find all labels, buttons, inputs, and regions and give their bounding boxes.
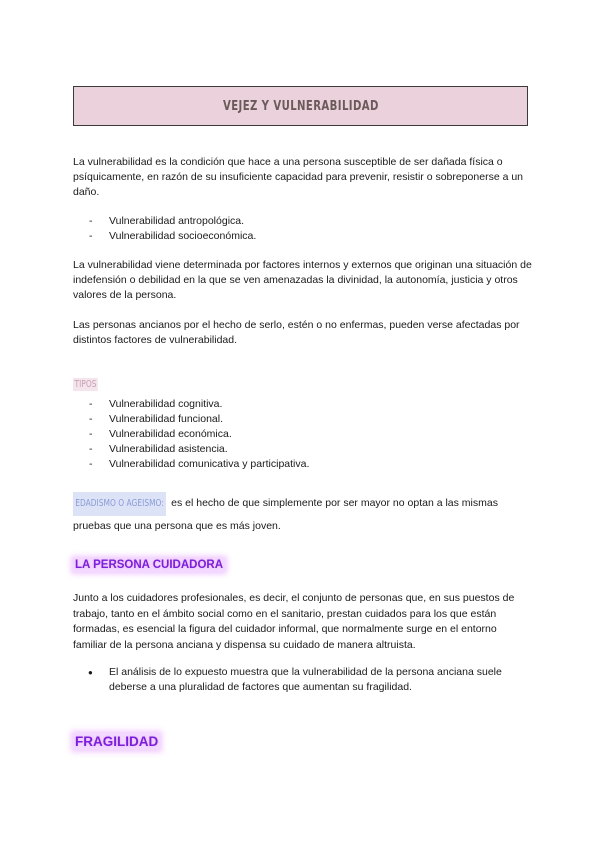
list-item: - Vulnerabilidad comunicativa y participativa. [88,457,528,472]
edadismo-text: es el hecho de que simplemente por ser mayor no optan a las mismas pruebas que una persona que es más joven. [73,497,498,532]
page-title: VEJEZ Y VULNERABILIDAD [222,98,379,114]
list-item: ● El análisis de lo expuesto muestra que la vulnerabilidad de la persona anciana suele deberse a una pluralidad de factores que aumentan su fragilidad. [88,665,528,695]
list-item: - Vulnerabilidad funcional. [88,412,528,427]
list-item: - Vulnerabilidad asistencia. [88,442,528,457]
list-item: - Vulnerabilidad económica. [88,427,528,442]
persona-paragraph: Junto a los cuidadores profesionales, es decir, el conjunto de personas que, en sus puestos de trabajo, tanto en el ámbito social como en el sanitario, prestan cuidados para los que están formadas, es esencial la figura del cuidador informal, que normalmente surge en el entorno familiar de la persona anciana y dispensa su cuidado de manera altruista. [73,592,515,651]
edadismo-paragraph [73,492,533,536]
edadismo-label: EDADISMO O AGEISMO: [73,492,166,516]
list-item: - Vulnerabilidad antropológica. [88,214,528,229]
title-banner [73,86,528,126]
tipos-heading: TIPOS [74,379,97,390]
fragilidad-heading: FRAGILIDAD [75,734,159,749]
determinants-paragraph: La vulnerabilidad viene determinada por factores internos y externos que originan una situación de indefensión o debilidad en la que se ven amenazadas la divinidad, la autonomía, justicia y otros valores de la persona. [73,259,532,301]
persona-bullets [88,665,528,695]
tipos-list [88,397,528,472]
list-item: - Vulnerabilidad cognitiva. [88,397,528,412]
vulnerability-list [88,214,528,244]
list-item: - Vulnerabilidad socioeconómica. [88,229,528,244]
intro-paragraph: La vulnerabilidad es la condición que hace a una persona susceptible de ser dañada física o psíquicamente, en razón de su insuficiente capacidad para prevenir, resistir o sobreponerse a un daño. [73,156,524,198]
elderly-paragraph: Las personas ancianos por el hecho de serlo, estén o no enfermas, pueden verse afectadas por distintos factores de vulnerabilidad. [73,319,520,346]
persona-cuidadora-heading: LA PERSONA CUIDADORA [75,559,224,571]
